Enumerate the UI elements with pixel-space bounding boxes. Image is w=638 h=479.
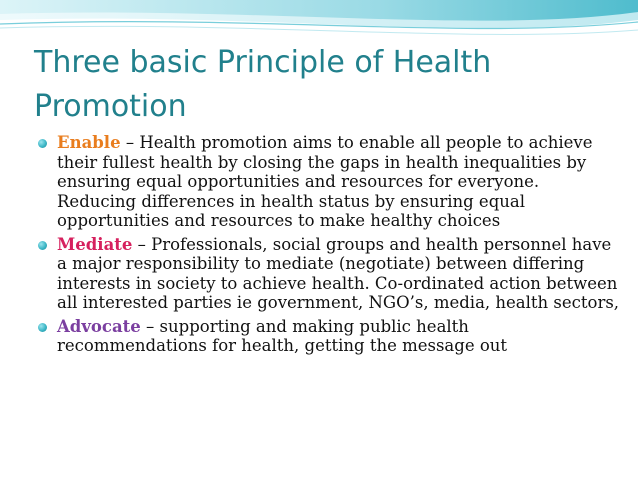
term-enable: Enable — [57, 133, 121, 152]
bullet-enable — [38, 133, 622, 231]
bullet-dot-icon — [38, 323, 47, 332]
bullet-dot-icon — [38, 241, 47, 250]
term-advocate: Advocate — [57, 316, 141, 336]
bullet-mediate-text: – Professionals, social groups and health personnel have a major responsibility to mediate (negotiate) between differing interests in society to achieve health. Co-ordinated action between all interested parties ie government, NGO’s, media, health sectors, — [57, 234, 620, 312]
bullet-enable-text: – Health promotion aims to enable all people to achieve their fullest health by closing the gaps in health inequalities by ensuring equal opportunities and resources for everyone. Reducing differences in health status by ensuring equal opportunities and resources to make healthy choices — [57, 133, 593, 230]
term-mediate: Mediate — [57, 234, 133, 254]
header-swoosh-decoration — [0, 0, 638, 40]
slide-title: Three basic Principle of Health Promotion — [34, 45, 492, 124]
bullet-mediate — [38, 235, 622, 313]
bullet-advocate-text: – supporting and making public health recommendations for health, getting the message out — [57, 316, 508, 355]
bullet-advocate — [38, 317, 622, 356]
bullet-list — [38, 133, 622, 360]
bullet-dot-icon — [38, 139, 47, 148]
